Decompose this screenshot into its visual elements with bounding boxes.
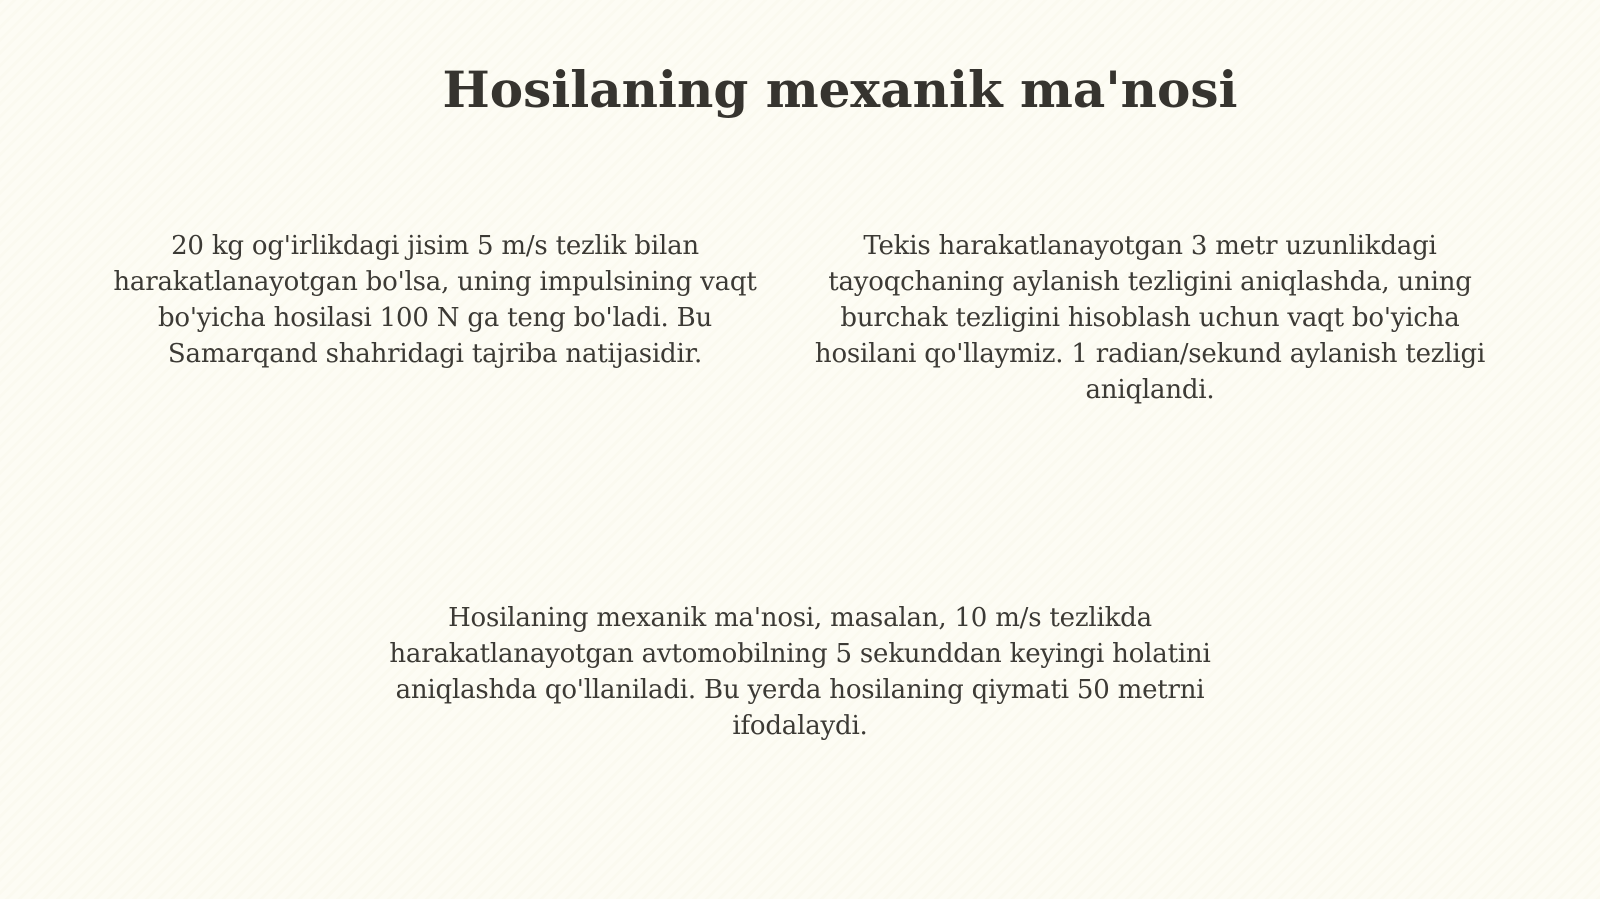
paragraph-car-position-example: Hosilaning mexanik ma'nosi, masalan, 10 m/s tezlikda harakatlanayotgan avtomobilning 5 sekunddan keyingi holatini aniqlashda qo'llaniladi. Bu yerda hosilaning qiymati 50 metrni ifodalaydi. bbox=[389, 603, 1211, 741]
paragraph-impulse-example: 20 kg og'irlikdagi jisim 5 m/s tezlik bilan harakatlanayotgan bo'lsa, uning impulsining vaqt bo'yicha hosilasi 100 N ga teng bo'ladi. Bu Samarqand shahridagi tajriba natijasidir. bbox=[113, 231, 757, 369]
slide-title: Hosilaning mexanik ma'nosi bbox=[442, 60, 1238, 119]
paragraph-angular-velocity-example: Tekis harakatlanayotgan 3 metr uzunlikdagi tayoqchaning aylanish tezligini aniqlashda, uning burchak tezligini hisoblash uchun vaqt bo'yicha hosilani qo'llaymiz. 1 radian/sekund aylanish tezligi aniqlandi. bbox=[814, 231, 1486, 405]
